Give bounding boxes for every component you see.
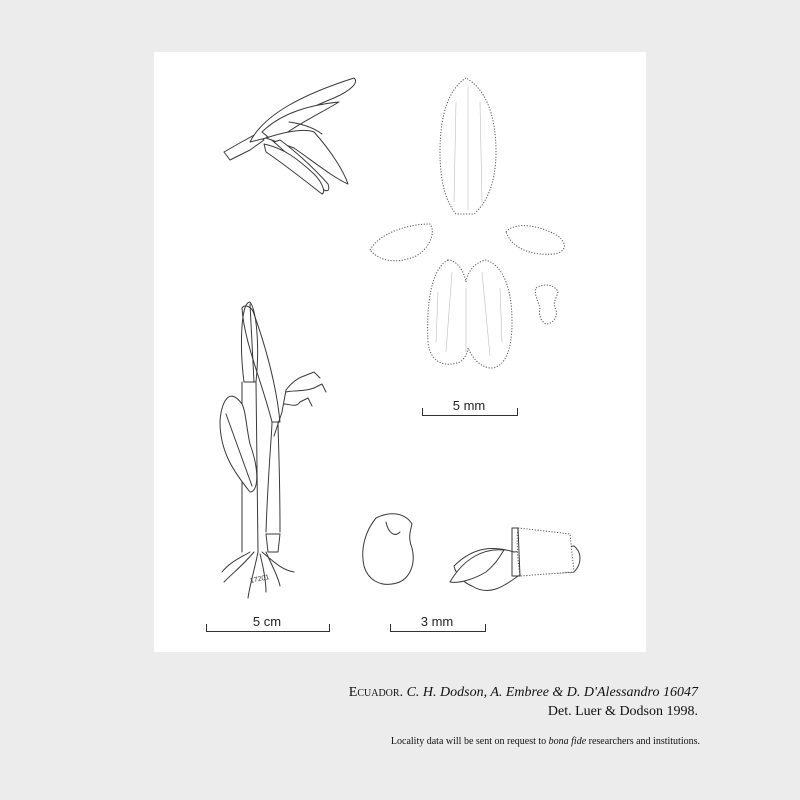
plant-scale-label: 5 cm [252, 614, 282, 629]
dorsal-sepal [440, 78, 496, 214]
plate-drawings [154, 52, 646, 652]
large-lip [363, 514, 413, 585]
column-view [450, 528, 580, 591]
note-after: researchers and institutions. [588, 736, 700, 747]
determination-label: Det. Luer & Dodson 1998. [547, 704, 698, 719]
locality-note [391, 736, 700, 747]
synsepal [428, 260, 512, 368]
lip-scale-label: 3 mm [420, 614, 454, 629]
lateral-petals [370, 224, 564, 261]
note-italic: bona fide [548, 736, 587, 747]
country-label: Ecuador. [348, 685, 404, 700]
whole-plant [220, 302, 326, 598]
small-lip [535, 285, 558, 324]
botanical-plate [154, 52, 646, 652]
note-before: Locality data will be sent on request to [390, 736, 547, 747]
petal-scale-label: 5 mm [452, 398, 486, 413]
lip-scale-bar [390, 624, 486, 632]
specimen-caption [349, 683, 698, 721]
plant-scale-bar [206, 624, 330, 632]
caption-line-1 [349, 683, 698, 702]
flower-side-view [224, 78, 356, 194]
petal-scale-bar [422, 408, 518, 416]
specimen-tag: 17201 [249, 574, 270, 585]
collectors-label: C. H. Dodson, A. Embree & D. D'Alessandro 16047 [406, 685, 698, 700]
